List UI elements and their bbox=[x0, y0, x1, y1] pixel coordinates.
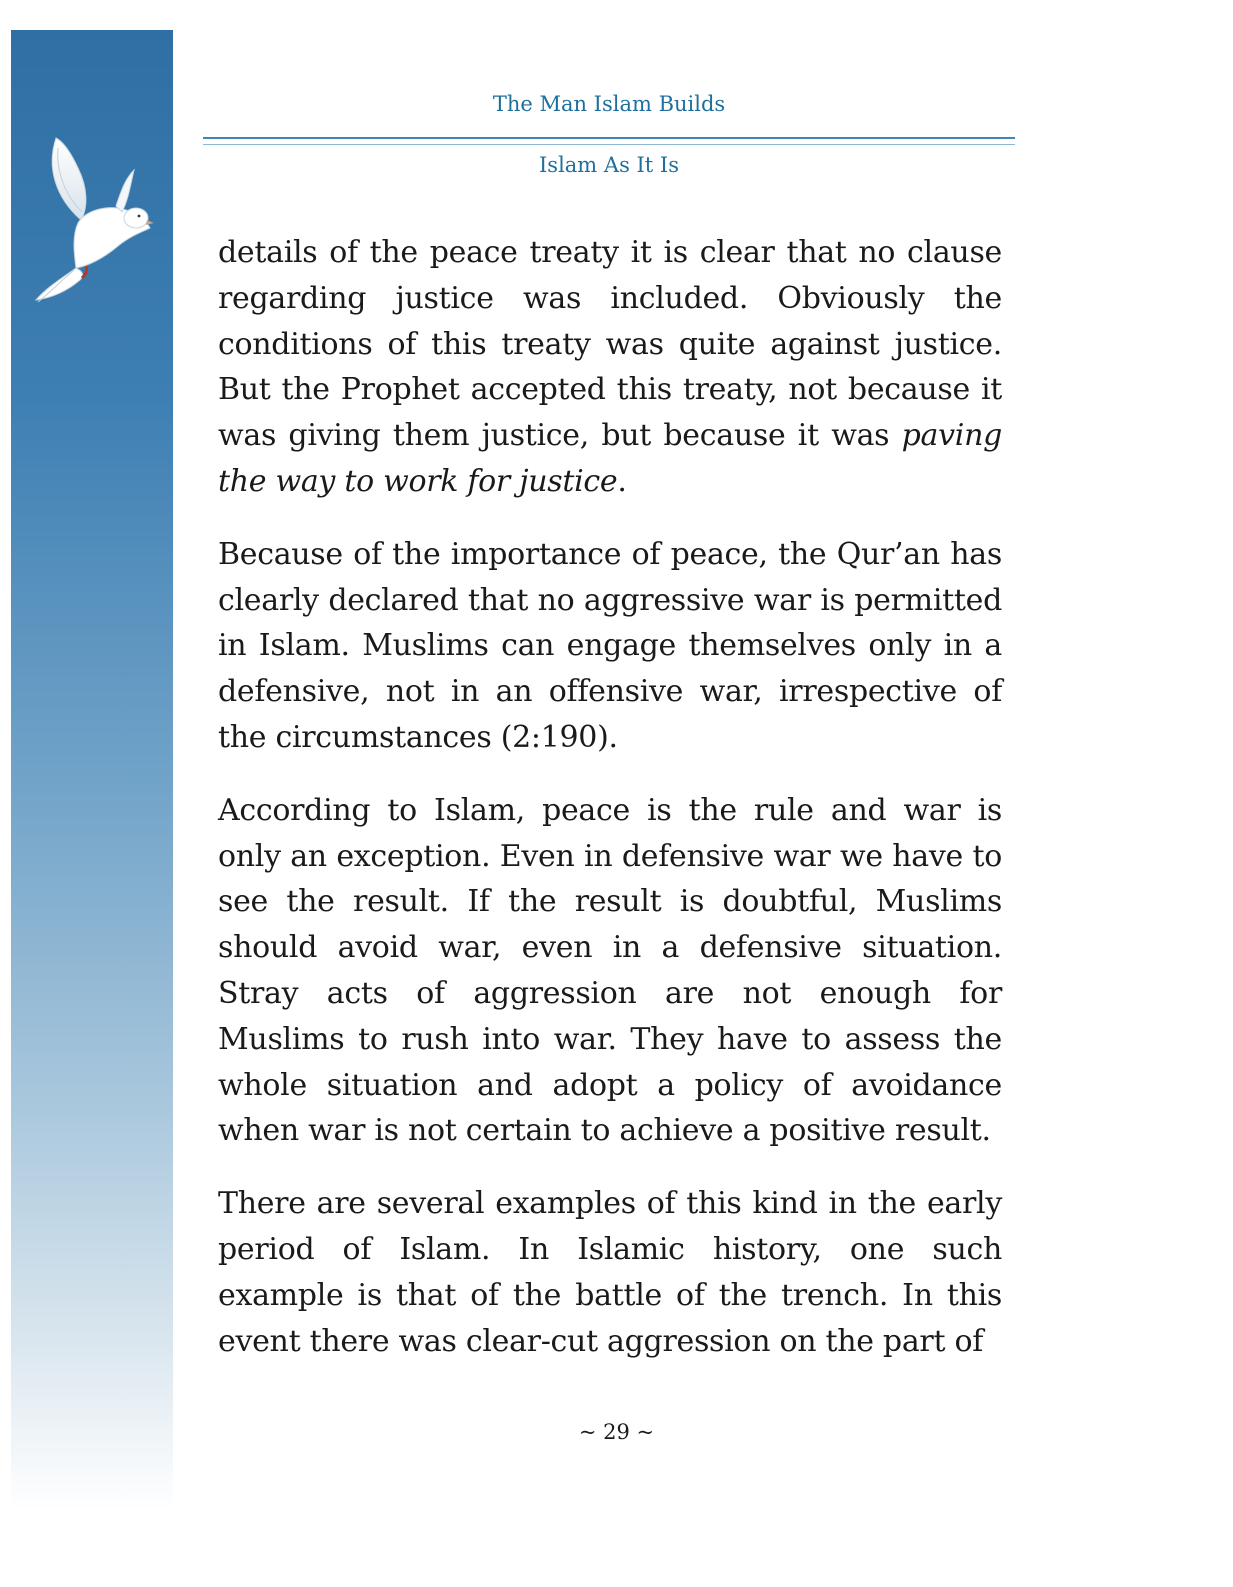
paragraph: There are several examples of this kind in the early period of Islam. In Islamic history, one such example is that of the battle of the trench. In this event there was clear-cut aggression on the part of bbox=[218, 1186, 1002, 1359]
paragraph: According to Islam, peace is the rule and war is only an exception. Even in defensive war we have to see the result. If the result is doubtful, Muslims should avoid war, even in a defensive situation. Stray acts of aggression are not enough for Muslims to rush into war. They have to assess the whole situation and adopt a policy of avoidance when war is not certain to achieve a positive result. bbox=[218, 792, 1002, 1149]
header-rule-thin bbox=[203, 144, 1015, 145]
paragraph-text: details of the peace treaty it is clear that no clause regarding justice was included. Obviously the conditions of this treaty was quite against justice. But the Prophet accepted this treaty, not because it was giving them justice, but because it was bbox=[218, 235, 1002, 454]
dove-icon bbox=[26, 128, 158, 308]
running-header-book-title: The Man Islam Builds bbox=[492, 92, 726, 116]
body-text bbox=[218, 230, 1002, 1391]
italic-emphasis: paving the way to work for justice bbox=[218, 418, 1002, 499]
header-rule bbox=[203, 137, 1015, 139]
running-header-chapter-title: Islam As It Is bbox=[539, 153, 679, 177]
paragraph bbox=[218, 230, 1002, 505]
paragraph: Because of the importance of peace, the Qur’an has clearly declared that no aggressive war is permitted in Islam. Muslims can engage themselves only in a defensive, not in an offensive war, irrespective of the circumstances (2:190). bbox=[218, 536, 1002, 755]
page-number: ~ 29 ~ bbox=[578, 1420, 655, 1444]
paragraph-text-end: . bbox=[617, 463, 627, 499]
